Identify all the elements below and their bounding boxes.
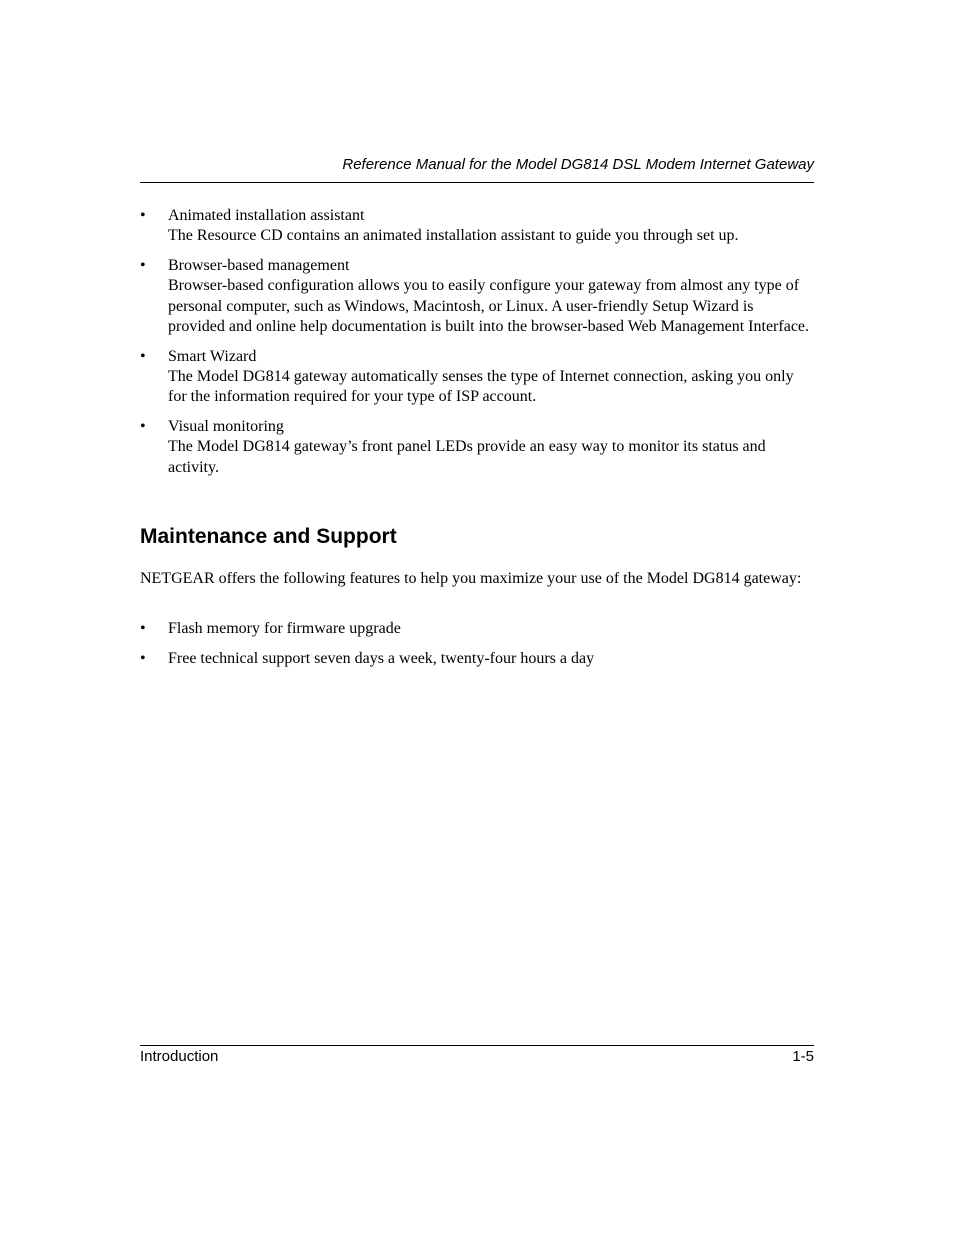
feature-title: Smart Wizard — [168, 347, 257, 365]
bullet-icon: • — [140, 347, 146, 365]
feature-description: The Resource CD contains an animated installation assistant to guide you through set up. — [168, 227, 739, 245]
feature-title: Animated installation assistant — [168, 207, 365, 224]
feature-item — [140, 206, 814, 247]
feature-item — [140, 256, 814, 337]
section-heading: Maintenance and Support — [140, 525, 397, 548]
section-intro: NETGEAR offers the following features to help you maximize your use of the Model DG814 gateway: — [140, 570, 802, 587]
support-item — [140, 649, 814, 669]
feature-description: Browser-based configuration allows you to easily configure your gateway from almost any type of personal computer, such as Windows, Macintosh, or Linux. A user-friendly Setup Wizard is provided and online help documentation is built into the browser-based Web Management Interface. — [168, 277, 810, 335]
header-rule — [140, 182, 814, 183]
footer-rule — [140, 1045, 814, 1046]
feature-item — [140, 417, 814, 478]
running-header-title: Reference Manual for the Model DG814 DSL Modem Internet Gateway — [342, 156, 814, 173]
bullet-icon: • — [140, 649, 146, 667]
bullet-icon: • — [140, 418, 146, 436]
bullet-icon: • — [140, 620, 146, 637]
feature-description: The Model DG814 gateway automatically senses the type of Internet connection, asking you only for the information required for your type of ISP account. — [168, 368, 794, 406]
feature-description: The Model DG814 gateway’s front panel LEDs provide an easy way to monitor its status and activity. — [168, 438, 766, 476]
feature-title: Browser-based management — [168, 257, 350, 275]
feature-item — [140, 347, 814, 408]
bullet-icon: • — [140, 207, 146, 224]
bullet-icon: • — [140, 257, 146, 275]
feature-list — [140, 206, 814, 488]
footer-page-number: 1-5 — [792, 1048, 814, 1065]
feature-title: Visual monitoring — [168, 418, 284, 436]
support-list — [140, 619, 814, 679]
support-item — [140, 619, 814, 639]
support-item-text: Free technical support seven days a week, twenty-four hours a day — [168, 649, 595, 667]
support-item-text: Flash memory for firmware upgrade — [168, 620, 401, 637]
footer-section-name: Introduction — [140, 1048, 219, 1065]
